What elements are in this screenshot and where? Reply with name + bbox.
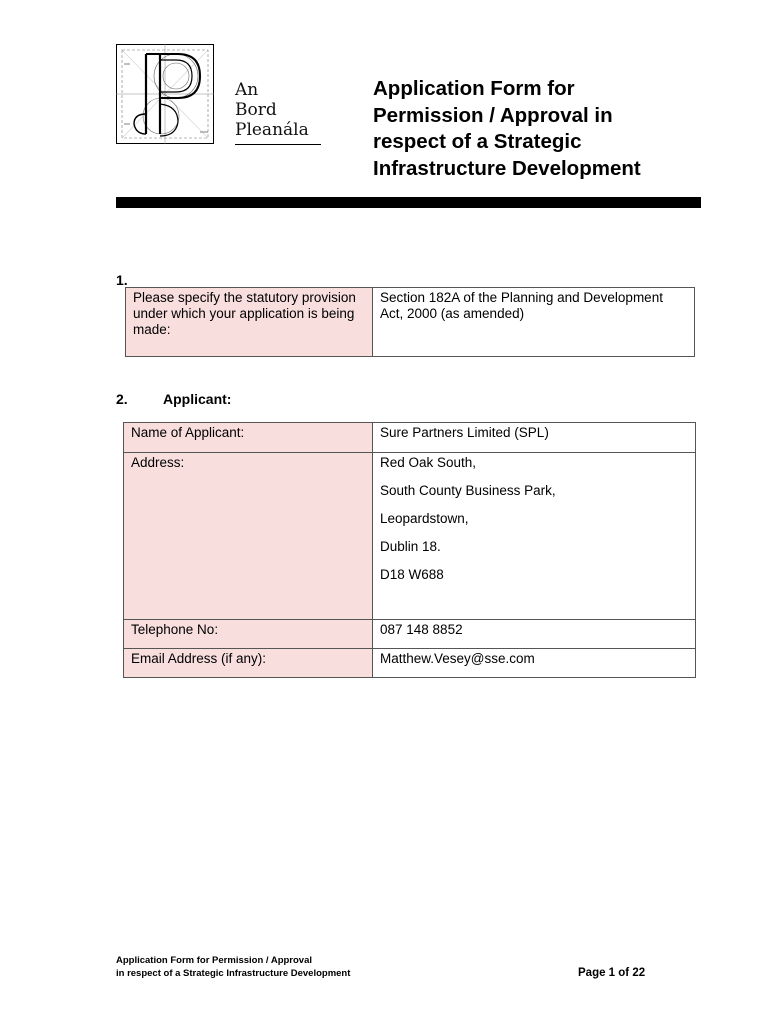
table-row: [124, 453, 696, 620]
applicant-name-value[interactable]: Sure Partners Limited (SPL): [373, 423, 696, 453]
statutory-provision-label: Please specify the statutory provision under which your application is being made:: [126, 288, 373, 357]
footer-line-1: Application Form for Permission / Approval: [116, 955, 313, 966]
address-line-1: Red Oak South,: [380, 455, 477, 470]
table-row: [124, 423, 696, 453]
section-2-number: 2.: [116, 391, 128, 407]
title-line-4: Infrastructure Development: [373, 156, 641, 180]
applicant-name-label: Name of Applicant:: [124, 423, 373, 453]
title-line-2: Permission / Approval in: [373, 103, 613, 127]
table-row: [124, 620, 696, 649]
email-value[interactable]: Matthew.Vesey@sse.com: [373, 649, 696, 678]
page-number: Page 1 of 22: [578, 967, 646, 979]
address-line-4: Dublin 18.: [380, 539, 441, 554]
telephone-label: Telephone No:: [124, 620, 373, 649]
footer-line-2: in respect of a Strategic Infrastructure Development: [116, 968, 351, 979]
title-line-1: Application Form for: [373, 77, 575, 100]
logo-line-an: An: [235, 80, 259, 100]
logo-line-pleanala: Pleanála: [235, 120, 309, 140]
section-2-title: Applicant:: [163, 391, 232, 407]
logo-underline: [235, 144, 321, 145]
table-row: [124, 649, 696, 678]
title-line-3: respect of a Strategic: [373, 130, 582, 153]
table-row: [126, 288, 695, 357]
address-line-2: South County Business Park,: [380, 483, 556, 498]
email-label: Email Address (if any):: [124, 649, 373, 678]
address-value[interactable]: [373, 453, 696, 620]
logo-line-bord: Bord: [235, 100, 277, 120]
address-label: Address:: [124, 453, 373, 620]
section-1-number: 1.: [116, 272, 128, 288]
section-1-table: [125, 287, 695, 357]
applicant-table: [123, 422, 696, 678]
header-divider: [116, 197, 701, 208]
footer: [116, 954, 350, 980]
page-title: [373, 76, 703, 182]
logo-wordmark: [235, 80, 325, 140]
an-bord-pleanala-logo-icon: [116, 44, 214, 144]
address-line-3: Leopardstown,: [380, 511, 469, 526]
telephone-value[interactable]: 087 148 8852: [373, 620, 696, 649]
statutory-provision-value[interactable]: Section 182A of the Planning and Development Act, 2000 (as amended): [373, 288, 695, 357]
address-line-5: D18 W688: [380, 567, 444, 582]
